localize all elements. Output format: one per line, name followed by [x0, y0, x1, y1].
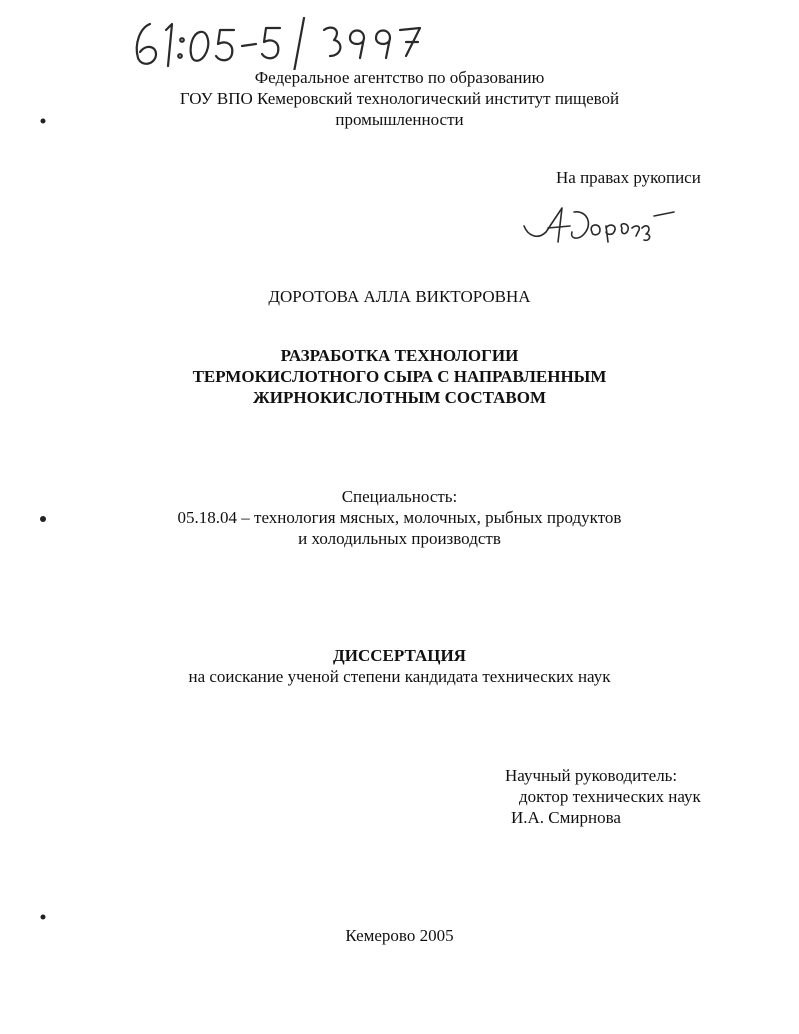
place-year: Кемерово 2005 — [345, 926, 454, 945]
author-signature — [518, 202, 678, 252]
supervisor-degree: доктор технических наук — [519, 787, 701, 806]
title-line-2: ТЕРМОКИСЛОТНОГО СЫРА С НАПРАВЛЕННЫМ — [192, 367, 607, 386]
title-line-3: ЖИРНОКИСЛОТНЫМ СОСТАВОМ — [252, 388, 547, 407]
specialty-code: 05.18.04 – технология мясных, молочных, рыбных продуктов — [177, 508, 622, 527]
manuscript-rights: На правах рукописи — [556, 168, 701, 187]
author-name: ДОРОТОВА АЛЛА ВИКТОРОВНА — [268, 287, 531, 306]
specialty-code-cont: и холодильных производств — [298, 529, 501, 548]
header-agency: Федеральное агентство по образованию — [254, 68, 545, 87]
dissertation-heading: ДИССЕРТАЦИЯ — [333, 646, 466, 665]
handwritten-archive-number — [128, 10, 428, 70]
scan-speck — [38, 116, 48, 126]
specialty-label: Специальность: — [341, 487, 458, 506]
dissertation-subtitle: на соискание ученой степени кандидата технических наук — [188, 667, 611, 686]
supervisor-label: Научный руководитель: — [505, 766, 678, 785]
header-institute-cont: промышленности — [335, 110, 464, 129]
title-line-1: РАЗРАБОТКА ТЕХНОЛОГИИ — [280, 346, 519, 365]
supervisor-name: И.А. Смирнова — [511, 808, 621, 827]
scan-speck — [38, 912, 48, 922]
header-institute: ГОУ ВПО Кемеровский технологический институт пищевой — [179, 89, 620, 108]
